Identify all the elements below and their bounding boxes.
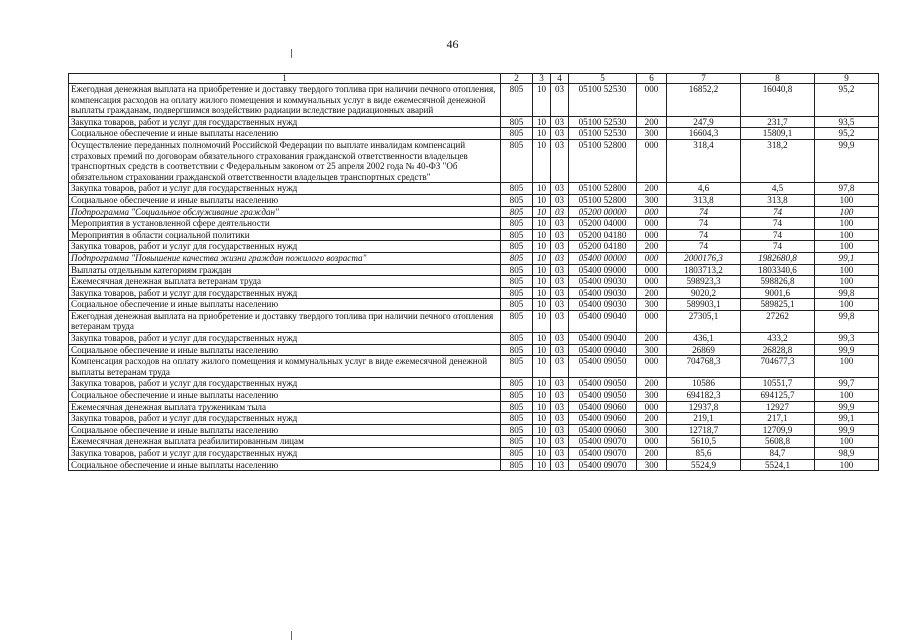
table-row [69, 84, 879, 117]
table-row [69, 252, 879, 264]
cell-subsection: 03 [551, 194, 569, 206]
cell-subsection: 03 [551, 459, 569, 471]
cell-executed-amount: 9001,6 [741, 287, 815, 299]
cell-subsection: 03 [551, 310, 569, 332]
col-header-3: 3 [533, 74, 551, 84]
table-row [69, 310, 879, 332]
cell-item-name: Закупка товаров, работ и услуг для государственных нужд [69, 116, 501, 128]
cell-ministry-code: 805 [501, 252, 533, 264]
cell-ministry-code: 805 [501, 459, 533, 471]
cell-executed-amount: 217,1 [741, 413, 815, 425]
cell-target-article: 05100 52800 [569, 183, 637, 195]
cell-expense-type: 200 [637, 287, 667, 299]
col-header-8: 8 [741, 74, 815, 84]
cell-subsection: 03 [551, 378, 569, 390]
cell-execution-percent: 99,9 [815, 139, 879, 182]
cell-section: 10 [533, 218, 551, 230]
cell-target-article: 05100 52530 [569, 116, 637, 128]
cell-planned-amount: 589903,1 [667, 299, 741, 311]
cell-section: 10 [533, 390, 551, 402]
cell-item-name: Осуществление переданных полномочий Российской Федерации по выплате инвалидам компенсаций страховых премий по договорам обязательного страхования гражданской ответственности владельцев транспортных средств в соответствии с Федеральным законом от 25 апреля 2002 года № 40-ФЗ "Об обязательном страховании гражданской ответственности владельцев транспортных средств" [69, 139, 501, 182]
cell-subsection: 03 [551, 264, 569, 276]
cell-target-article: 05400 09040 [569, 344, 637, 356]
cell-expense-type: 000 [637, 252, 667, 264]
cell-target-article: 05400 09050 [569, 378, 637, 390]
cell-expense-type: 000 [637, 264, 667, 276]
column-number-row [69, 74, 879, 84]
cell-planned-amount: 694182,3 [667, 390, 741, 402]
cell-target-article: 05200 04180 [569, 241, 637, 253]
cell-item-name: Подпрограмма "Повышение качества жизни граждан пожилого возраста" [69, 252, 501, 264]
cell-execution-percent: 99,7 [815, 378, 879, 390]
cell-target-article: 05400 09030 [569, 299, 637, 311]
cell-planned-amount: 219,1 [667, 413, 741, 425]
cell-subsection: 03 [551, 218, 569, 230]
cell-ministry-code: 805 [501, 424, 533, 436]
cell-expense-type: 000 [637, 218, 667, 230]
table-row [69, 276, 879, 288]
page-number: 46 [446, 37, 459, 51]
table-row [69, 378, 879, 390]
cell-item-name: Подпрограмма "Социальное обслуживание граждан" [69, 206, 501, 218]
cell-subsection: 03 [551, 229, 569, 241]
cell-execution-percent: 99,9 [815, 424, 879, 436]
cell-subsection: 03 [551, 448, 569, 460]
cell-planned-amount: 16852,2 [667, 84, 741, 117]
table-row [69, 229, 879, 241]
table-row [69, 287, 879, 299]
cell-ministry-code: 805 [501, 241, 533, 253]
cell-executed-amount: 74 [741, 206, 815, 218]
cell-section: 10 [533, 229, 551, 241]
cell-section: 10 [533, 356, 551, 378]
cell-target-article: 05400 09070 [569, 459, 637, 471]
cell-execution-percent: 99,9 [815, 401, 879, 413]
cell-item-name: Социальное обеспечение и иные выплаты населению [69, 194, 501, 206]
cell-execution-percent: 100 [815, 299, 879, 311]
table-row [69, 424, 879, 436]
cell-section: 10 [533, 287, 551, 299]
cell-ministry-code: 805 [501, 84, 533, 117]
cell-subsection: 03 [551, 333, 569, 345]
cell-target-article: 05400 09000 [569, 264, 637, 276]
cell-subsection: 03 [551, 84, 569, 117]
col-header-9: 9 [815, 74, 879, 84]
cell-subsection: 03 [551, 241, 569, 253]
cell-target-article: 05200 04180 [569, 229, 637, 241]
cell-target-article: 05200 00000 [569, 206, 637, 218]
cell-execution-percent: 100 [815, 264, 879, 276]
cell-section: 10 [533, 276, 551, 288]
cell-ministry-code: 805 [501, 229, 533, 241]
cell-item-name: Ежемесячная денежная выплата труженикам тыла [69, 401, 501, 413]
cell-target-article: 05400 09070 [569, 436, 637, 448]
cell-item-name: Ежемесячная денежная выплата реабилитированным лицам [69, 436, 501, 448]
cell-item-name: Социальное обеспечение и иные выплаты населению [69, 128, 501, 140]
cell-ministry-code: 805 [501, 378, 533, 390]
cell-subsection: 03 [551, 116, 569, 128]
cell-expense-type: 000 [637, 310, 667, 332]
cell-execution-percent: 99,8 [815, 310, 879, 332]
cell-planned-amount: 1803713,2 [667, 264, 741, 276]
table-row [69, 264, 879, 276]
cell-ministry-code: 805 [501, 401, 533, 413]
table-row [69, 116, 879, 128]
cell-item-name: Ежегодная денежная выплата на приобретение и доставку твердого топлива при наличии печного отопления ветеранам труда [69, 310, 501, 332]
table-row [69, 390, 879, 402]
cell-execution-percent: 100 [815, 229, 879, 241]
cell-item-name: Ежегодная денежная выплата на приобретение и доставку твердого топлива при наличии печного отопления, компенсация расходов на оплату жилого помещения и коммунальных услуг в виде ежемесячной денежной выплаты гражданам, подвергшимся воздействию радиации вследствие радиационных аварий [69, 84, 501, 117]
cell-subsection: 03 [551, 356, 569, 378]
col-header-6: 6 [637, 74, 667, 84]
table-row [69, 218, 879, 230]
cell-section: 10 [533, 436, 551, 448]
cell-execution-percent: 100 [815, 206, 879, 218]
cell-executed-amount: 12927 [741, 401, 815, 413]
cell-ministry-code: 805 [501, 436, 533, 448]
cell-planned-amount: 704768,3 [667, 356, 741, 378]
cell-section: 10 [533, 424, 551, 436]
cell-section: 10 [533, 401, 551, 413]
cell-execution-percent: 95,2 [815, 128, 879, 140]
cell-ministry-code: 805 [501, 194, 533, 206]
cell-expense-type: 000 [637, 436, 667, 448]
cell-ministry-code: 805 [501, 218, 533, 230]
cell-item-name: Закупка товаров, работ и услуг для государственных нужд [69, 448, 501, 460]
cell-target-article: 05400 09060 [569, 413, 637, 425]
cell-section: 10 [533, 128, 551, 140]
cell-expense-type: 300 [637, 194, 667, 206]
table-row [69, 448, 879, 460]
cell-subsection: 03 [551, 436, 569, 448]
cell-execution-percent: 99,9 [815, 344, 879, 356]
cell-section: 10 [533, 459, 551, 471]
cell-expense-type: 200 [637, 413, 667, 425]
cell-ministry-code: 805 [501, 276, 533, 288]
cell-target-article: 05100 52800 [569, 194, 637, 206]
cell-expense-type: 000 [637, 229, 667, 241]
cell-target-article: 05400 09040 [569, 310, 637, 332]
cell-section: 10 [533, 299, 551, 311]
cell-item-name: Социальное обеспечение и иные выплаты населению [69, 344, 501, 356]
cell-expense-type: 200 [637, 241, 667, 253]
cell-executed-amount: 694125,7 [741, 390, 815, 402]
cell-ministry-code: 805 [501, 448, 533, 460]
cell-target-article: 05400 09030 [569, 276, 637, 288]
cell-item-name: Социальное обеспечение и иные выплаты населению [69, 390, 501, 402]
cell-execution-percent: 99,8 [815, 287, 879, 299]
cell-planned-amount: 74 [667, 218, 741, 230]
cell-executed-amount: 12709,9 [741, 424, 815, 436]
cell-planned-amount: 436,1 [667, 333, 741, 345]
table-row [69, 333, 879, 345]
cell-item-name: Мероприятия в области социальной политики [69, 229, 501, 241]
cell-executed-amount: 1803340,6 [741, 264, 815, 276]
cell-section: 10 [533, 378, 551, 390]
cell-execution-percent: 100 [815, 218, 879, 230]
cell-expense-type: 000 [637, 139, 667, 182]
cell-expense-type: 200 [637, 116, 667, 128]
cell-expense-type: 000 [637, 356, 667, 378]
col-header-1: 1 [69, 74, 501, 84]
cell-section: 10 [533, 413, 551, 425]
cell-subsection: 03 [551, 401, 569, 413]
cell-item-name: Социальное обеспечение и иные выплаты населению [69, 424, 501, 436]
cell-planned-amount: 5610,5 [667, 436, 741, 448]
cell-expense-type: 200 [637, 333, 667, 345]
cell-executed-amount: 27262 [741, 310, 815, 332]
cell-ministry-code: 805 [501, 183, 533, 195]
cell-item-name: Закупка товаров, работ и услуг для государственных нужд [69, 413, 501, 425]
cell-executed-amount: 318,2 [741, 139, 815, 182]
cell-subsection: 03 [551, 299, 569, 311]
cell-planned-amount: 10586 [667, 378, 741, 390]
cell-execution-percent: 100 [815, 276, 879, 288]
cell-item-name: Закупка товаров, работ и услуг для государственных нужд [69, 183, 501, 195]
cell-subsection: 03 [551, 424, 569, 436]
cell-section: 10 [533, 264, 551, 276]
cell-item-name: Мероприятия в установленной сфере деятельности [69, 218, 501, 230]
cell-planned-amount: 247,9 [667, 116, 741, 128]
cell-subsection: 03 [551, 413, 569, 425]
cell-executed-amount: 26828,8 [741, 344, 815, 356]
cell-expense-type: 000 [637, 206, 667, 218]
cell-expense-type: 000 [637, 84, 667, 117]
cell-target-article: 05200 04000 [569, 218, 637, 230]
col-header-5: 5 [569, 74, 637, 84]
cell-expense-type: 300 [637, 344, 667, 356]
cell-planned-amount: 9020,2 [667, 287, 741, 299]
cell-expense-type: 300 [637, 424, 667, 436]
cell-ministry-code: 805 [501, 206, 533, 218]
cell-planned-amount: 27305,1 [667, 310, 741, 332]
cell-execution-percent: 100 [815, 194, 879, 206]
cell-executed-amount: 4,5 [741, 183, 815, 195]
cell-planned-amount: 85,6 [667, 448, 741, 460]
cell-ministry-code: 805 [501, 264, 533, 276]
cell-subsection: 03 [551, 344, 569, 356]
cell-section: 10 [533, 252, 551, 264]
cell-executed-amount: 598826,8 [741, 276, 815, 288]
cell-executed-amount: 74 [741, 229, 815, 241]
cell-expense-type: 300 [637, 299, 667, 311]
table-row [69, 241, 879, 253]
table-row [69, 356, 879, 378]
cell-section: 10 [533, 448, 551, 460]
cell-expense-type: 200 [637, 448, 667, 460]
table-row [69, 459, 879, 471]
cell-executed-amount: 5524,1 [741, 459, 815, 471]
cell-planned-amount: 74 [667, 229, 741, 241]
cell-planned-amount: 4,6 [667, 183, 741, 195]
cell-execution-percent: 100 [815, 459, 879, 471]
cell-ministry-code: 805 [501, 333, 533, 345]
cell-executed-amount: 231,7 [741, 116, 815, 128]
budget-table [68, 73, 879, 471]
cell-executed-amount: 74 [741, 218, 815, 230]
cell-section: 10 [533, 139, 551, 182]
cell-planned-amount: 12718,7 [667, 424, 741, 436]
cell-executed-amount: 74 [741, 241, 815, 253]
cell-target-article: 05100 52800 [569, 139, 637, 182]
cell-section: 10 [533, 116, 551, 128]
cell-planned-amount: 12937,8 [667, 401, 741, 413]
cell-section: 10 [533, 194, 551, 206]
cell-executed-amount: 589825,1 [741, 299, 815, 311]
cell-expense-type: 300 [637, 128, 667, 140]
cell-execution-percent: 100 [815, 436, 879, 448]
cell-target-article: 05400 00000 [569, 252, 637, 264]
cell-planned-amount: 2000176,3 [667, 252, 741, 264]
cell-item-name: Закупка товаров, работ и услуг для государственных нужд [69, 287, 501, 299]
cell-section: 10 [533, 206, 551, 218]
cell-planned-amount: 5524,9 [667, 459, 741, 471]
cell-ministry-code: 805 [501, 356, 533, 378]
cell-target-article: 05400 09060 [569, 401, 637, 413]
cell-expense-type: 300 [637, 390, 667, 402]
cell-ministry-code: 805 [501, 344, 533, 356]
cell-execution-percent: 93,5 [815, 116, 879, 128]
cell-ministry-code: 805 [501, 310, 533, 332]
cell-section: 10 [533, 310, 551, 332]
table-row [69, 206, 879, 218]
cell-item-name: Закупка товаров, работ и услуг для государственных нужд [69, 378, 501, 390]
cell-execution-percent: 99,3 [815, 333, 879, 345]
cell-execution-percent: 97,8 [815, 183, 879, 195]
cell-executed-amount: 10551,7 [741, 378, 815, 390]
cell-expense-type: 200 [637, 183, 667, 195]
cell-ministry-code: 805 [501, 390, 533, 402]
cell-execution-percent: 100 [815, 241, 879, 253]
cell-execution-percent: 100 [815, 390, 879, 402]
cell-section: 10 [533, 241, 551, 253]
cell-subsection: 03 [551, 206, 569, 218]
cell-subsection: 03 [551, 252, 569, 264]
cell-executed-amount: 84,7 [741, 448, 815, 460]
cell-planned-amount: 318,4 [667, 139, 741, 182]
cell-target-article: 05400 09050 [569, 390, 637, 402]
cell-ministry-code: 805 [501, 299, 533, 311]
cell-target-article: 05400 09030 [569, 287, 637, 299]
cell-item-name: Закупка товаров, работ и услуг для государственных нужд [69, 241, 501, 253]
cell-expense-type: 000 [637, 401, 667, 413]
cell-planned-amount: 26869 [667, 344, 741, 356]
table-row [69, 436, 879, 448]
cell-ministry-code: 805 [501, 287, 533, 299]
cell-executed-amount: 313,8 [741, 194, 815, 206]
cell-target-article: 05400 09070 [569, 448, 637, 460]
cell-executed-amount: 16040,8 [741, 84, 815, 117]
scan-mark-bottom [291, 631, 292, 640]
cell-execution-percent: 95,2 [815, 84, 879, 117]
scan-mark-top [291, 49, 292, 58]
table-row [69, 194, 879, 206]
cell-executed-amount: 704677,3 [741, 356, 815, 378]
cell-ministry-code: 805 [501, 139, 533, 182]
cell-planned-amount: 598923,3 [667, 276, 741, 288]
cell-planned-amount: 74 [667, 206, 741, 218]
cell-item-name: Ежемесячная денежная выплата ветеранам труда [69, 276, 501, 288]
table-row [69, 299, 879, 311]
cell-expense-type: 200 [637, 378, 667, 390]
cell-subsection: 03 [551, 128, 569, 140]
table-row [69, 128, 879, 140]
cell-ministry-code: 805 [501, 128, 533, 140]
cell-executed-amount: 1982680,8 [741, 252, 815, 264]
table-row [69, 139, 879, 182]
cell-target-article: 05400 09050 [569, 356, 637, 378]
table-row [69, 344, 879, 356]
cell-execution-percent: 98,9 [815, 448, 879, 460]
cell-executed-amount: 433,2 [741, 333, 815, 345]
cell-expense-type: 300 [637, 459, 667, 471]
cell-item-name: Социальное обеспечение и иные выплаты населению [69, 299, 501, 311]
cell-subsection: 03 [551, 183, 569, 195]
cell-target-article: 05400 09040 [569, 333, 637, 345]
cell-ministry-code: 805 [501, 413, 533, 425]
table-row [69, 413, 879, 425]
cell-ministry-code: 805 [501, 116, 533, 128]
cell-subsection: 03 [551, 139, 569, 182]
col-header-2: 2 [501, 74, 533, 84]
cell-item-name: Выплаты отдельным категориям граждан [69, 264, 501, 276]
col-header-4: 4 [551, 74, 569, 84]
cell-target-article: 05100 52530 [569, 128, 637, 140]
table-row [69, 401, 879, 413]
cell-execution-percent: 100 [815, 356, 879, 378]
cell-expense-type: 000 [637, 276, 667, 288]
cell-item-name: Социальное обеспечение и иные выплаты населению [69, 459, 501, 471]
cell-execution-percent: 99,1 [815, 252, 879, 264]
cell-item-name: Закупка товаров, работ и услуг для государственных нужд [69, 333, 501, 345]
col-header-7: 7 [667, 74, 741, 84]
cell-subsection: 03 [551, 287, 569, 299]
cell-planned-amount: 16604,3 [667, 128, 741, 140]
cell-target-article: 05400 09060 [569, 424, 637, 436]
cell-execution-percent: 99,1 [815, 413, 879, 425]
cell-planned-amount: 74 [667, 241, 741, 253]
cell-section: 10 [533, 84, 551, 117]
cell-section: 10 [533, 333, 551, 345]
cell-target-article: 05100 52530 [569, 84, 637, 117]
table-row [69, 183, 879, 195]
cell-executed-amount: 5608,8 [741, 436, 815, 448]
cell-section: 10 [533, 344, 551, 356]
cell-executed-amount: 15809,1 [741, 128, 815, 140]
cell-subsection: 03 [551, 390, 569, 402]
cell-planned-amount: 313,8 [667, 194, 741, 206]
cell-section: 10 [533, 183, 551, 195]
cell-item-name: Компенсация расходов на оплату жилого помещения и коммунальных услуг в виде ежемесячной денежной выплаты ветеранам труда [69, 356, 501, 378]
cell-subsection: 03 [551, 276, 569, 288]
table-body [69, 84, 879, 471]
